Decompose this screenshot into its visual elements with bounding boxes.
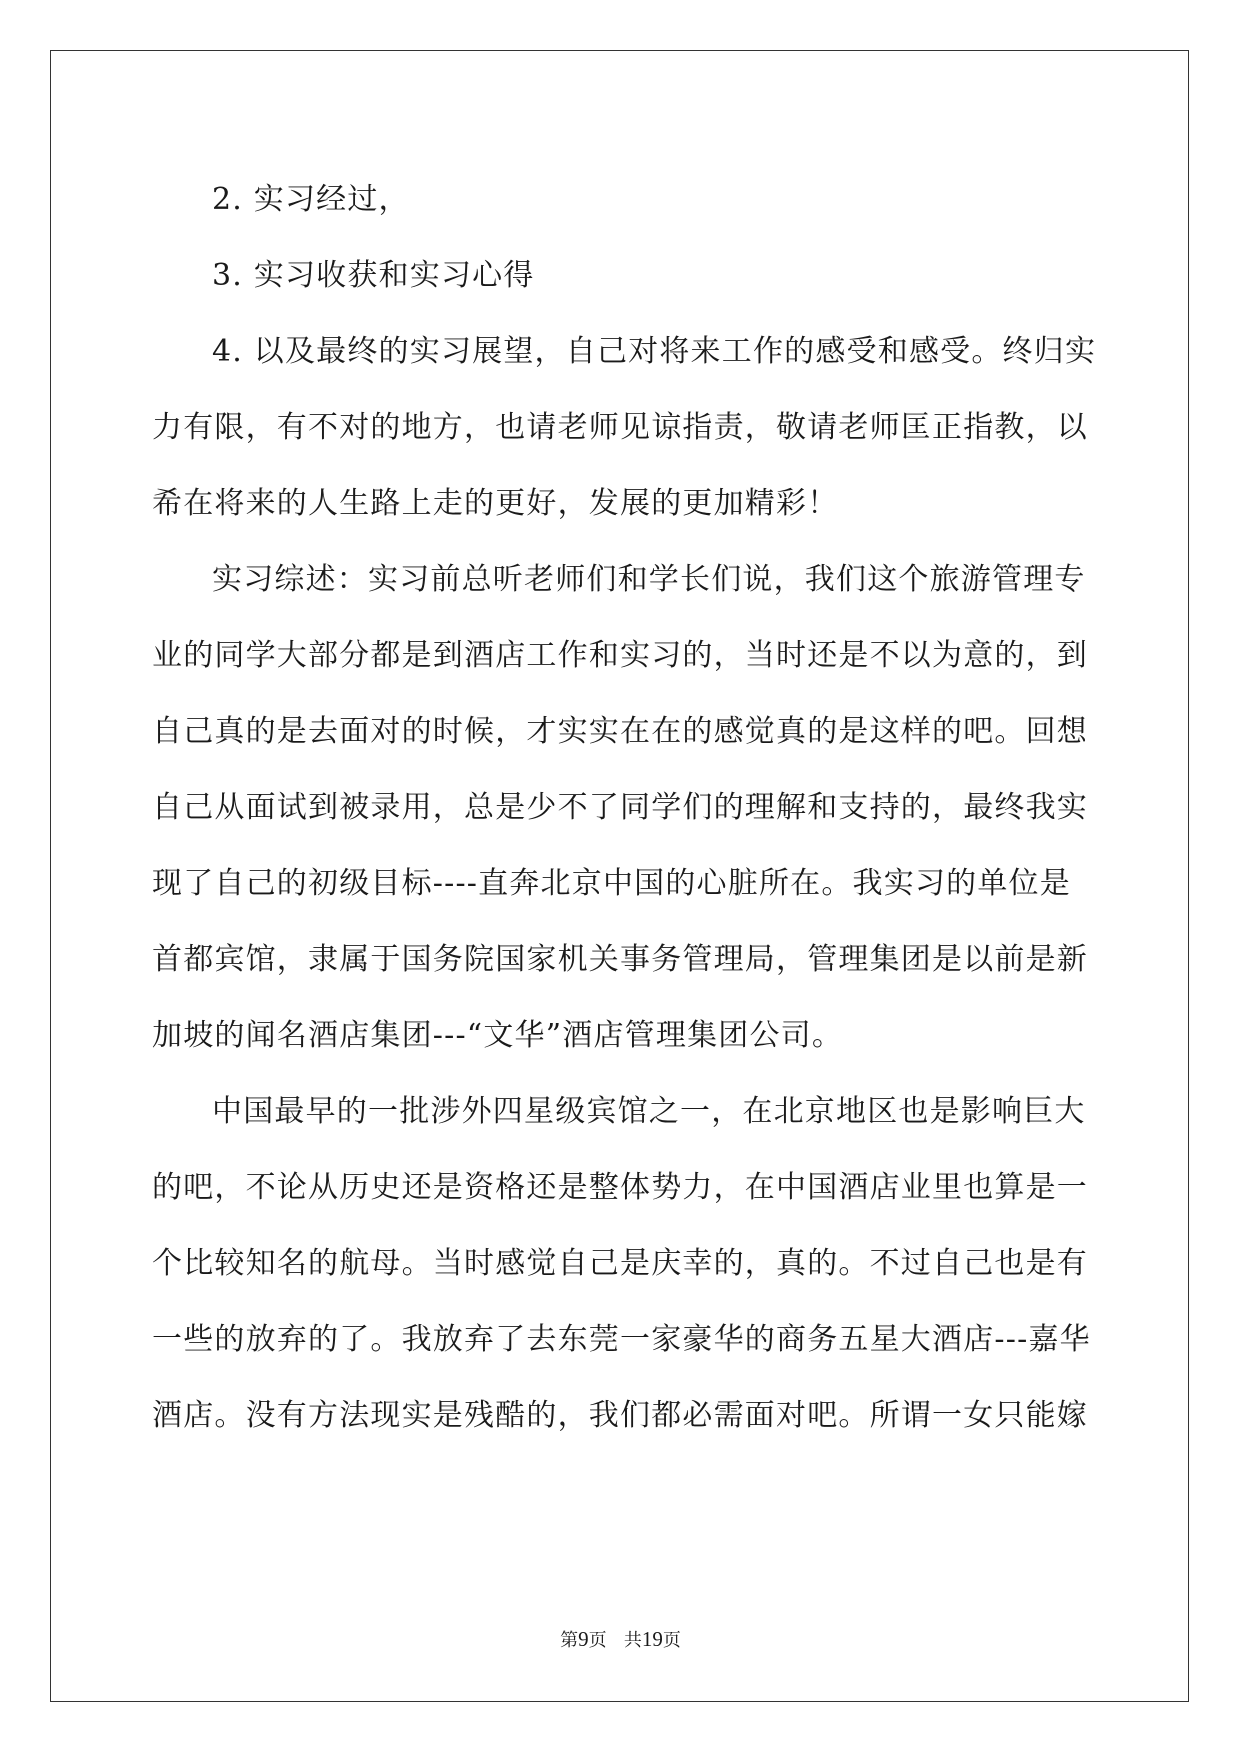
paragraph-line: 的吧，不论从历史还是资格还是整体势力，在中国酒店业里也算是一 <box>152 1170 1088 1205</box>
paragraph-line: 2. 实习经过， <box>212 182 410 217</box>
paragraph-line: 一些的放弃的了。我放弃了去东莞一家豪华的商务五星大酒店---嘉华 <box>152 1322 1091 1357</box>
paragraph-line: 加坡的闻名酒店集团---“文华”酒店管理集团公司。 <box>152 1018 844 1053</box>
page-prefix: 第 <box>560 1630 579 1651</box>
total-prefix: 共 <box>623 1630 642 1651</box>
total-suffix: 页 <box>662 1630 681 1651</box>
document-body <box>152 162 1097 1454</box>
paragraph-line: 酒店。没有方法现实是残酷的，我们都必需面对吧。所谓一女只能嫁 <box>152 1398 1088 1433</box>
paragraph-line: 个比较知名的航母。当时感觉自己是庆幸的，真的。不过自己也是有 <box>152 1246 1088 1281</box>
page-footer <box>0 1626 1241 1652</box>
paragraph-5 <box>152 1074 1092 1454</box>
paragraph-line: 自己真的是去面对的时候，才实实在在的感觉真的是这样的吧。回想 <box>152 714 1088 749</box>
total-pages: 19 <box>641 1627 663 1651</box>
paragraph-line: 力有限，有不对的地方，也请老师见谅指责，敬请老师匡正指教，以 <box>152 410 1088 445</box>
page-number: 9 <box>578 1627 589 1651</box>
paragraph-line: 中国最早的一批涉外四星级宾馆之一，在北京地区也是影响巨大 <box>212 1094 1086 1129</box>
paragraph-line: 3. 实习收获和实习心得 <box>212 258 535 293</box>
paragraph-1 <box>152 162 1092 238</box>
paragraph-line: 希在将来的人生路上走的更好，发展的更加精彩！ <box>152 486 839 521</box>
paragraph-line: 自己从面试到被录用，总是少不了同学们的理解和支持的，最终我实 <box>152 790 1088 825</box>
paragraph-line: 现了自己的初级目标----直奔北京中国的心脏所在。我实习的单位是 <box>152 866 1071 901</box>
paragraph-line: 首都宾馆，隶属于国务院国家机关事务管理局，管理集团是以前是新 <box>152 942 1088 977</box>
paragraph-3 <box>152 314 1097 542</box>
page-suffix: 页 <box>588 1630 607 1651</box>
paragraph-line: 业的同学大部分都是到酒店工作和实习的，当时还是不以为意的，到 <box>152 638 1088 673</box>
paragraph-4 <box>152 542 1092 1074</box>
paragraph-line: 4. 以及最终的实习展望，自己对将来工作的感受和感受。终归实 <box>212 334 1097 369</box>
paragraph-2 <box>152 238 1092 314</box>
paragraph-line: 实习综述：实习前总听老师们和学长们说，我们这个旅游管理专 <box>212 562 1086 597</box>
